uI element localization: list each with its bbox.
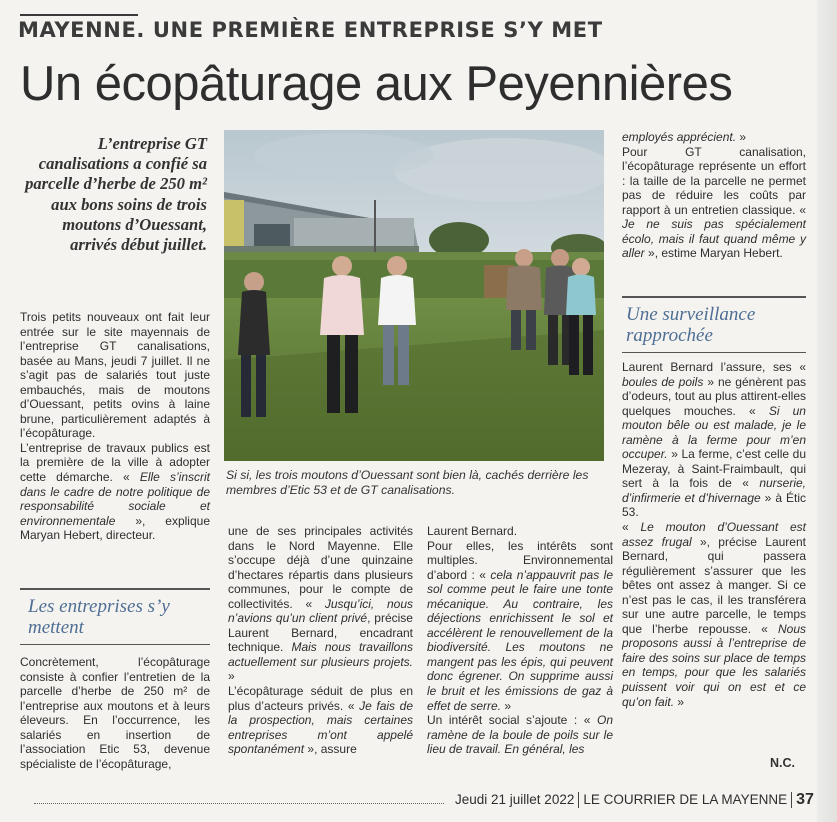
col3-paragraph-1: Laurent Bernard. [427,524,518,538]
photo-illustration [224,130,604,461]
s2-quote-5: Nous proposons aussi à l’entreprise de faire des soins sur place de temps en temps, pour que les salariés puissent voir qui on est et ce qu’on fait. [622,621,806,709]
col2-text-2: , précise Laurent Bernard, encadrant technique. [228,611,413,655]
col2-paragraph-2 [228,684,413,757]
col4-paragraph-1 [622,130,806,145]
col3-paragraph-3 [427,713,613,757]
article-kicker: MAYENNE. UNE PREMIÈRE ENTREPRISE S’Y MET [18,18,603,42]
col2-text-3: » [228,669,235,684]
col2-paragraph-1 [228,524,413,684]
col4-quote-1: employés apprécient. [622,130,737,144]
s2-text-7: » [674,694,685,709]
photo-caption: Si si, les trois moutons d’Ouessant sont bien là, cachés derrière les membres d’Etic 53 et de GT canalisations. [226,468,589,497]
intro-paragraph-1: Trois petits nouveaux ont fait leur entrée sur le site mayennais de l’entreprise GT canalisations, basée au Mans, jeudi 7 juillet. Il ne s’agit pas de salariés tout juste embauchés, mais de moutons d’Ouessant, petits ovins à laine brune, particulièrement adaptés à l’écopâturage. [20,310,210,441]
section-1-paragraph: Concrètement, l’écopâturage consiste à confier l’entretien de la parcelle d’herbe de 250 m² de l’entreprise aux moutons et à leurs éleveurs. En l’occurrence, les salariés en insertion de l’association Etic 53, devenue spécialiste de l’écopâturage, [20,655,210,771]
col2-quote-1: Jusqu’ici, nous n’avions qu’un client privé [228,596,414,626]
col3-text-2: Pour elles, les intérêts sont multiples. Environnemental d’abord : « [427,538,613,582]
column-2 [228,524,413,757]
section-1-column [20,655,210,771]
col3-text-4: Un intérêt social s’ajoute : « [427,713,597,728]
footer-separator-2 [791,792,792,808]
subhead-1-rule-top [20,588,210,590]
article-photo [224,130,604,461]
col2-text-5: », assure [304,742,357,757]
col2-text-4: L’écopâturage séduit de plus en plus d’acteurs privés. « [228,684,413,713]
subhead-1: Les entreprises s’y mettent [28,596,170,638]
col3-paragraph-2 [427,539,613,714]
subhead-1-rule-bottom [20,644,210,645]
col4-paragraph-2 [622,145,806,261]
s2-quote-1: boules de poils [622,374,704,389]
s2-text-6: », précise Laurent Bernard, qui passera régulièrement s’assurer que les bêtes ont assez à manger. Si ce n’est pas le cas, il les transférera sur une autre parcelle, le temps que l’herbe repousse. « [622,534,806,636]
intro-p2-text-c: », explique Maryan Hebert, directeur. [20,513,210,543]
col4-quote-2: Je ne suis pas spécialement écolo, mais il faut quand même y aller [622,217,806,261]
col2-quote-3: Je fais de la prospection, mais certaines entreprises m’ont appelé spontanément [228,698,413,757]
col4-text-1: » [736,130,747,144]
column-3 [427,524,613,757]
column-4-top [622,130,806,261]
section-2-paragraph-1 [622,360,806,520]
subhead-2-rule-top [622,296,806,298]
section-2-column [622,360,806,709]
col3-quote-2: On ramène de la boule de poils sur le lieu de travail. En général, les [427,713,613,757]
col3-text-3: » [501,698,512,713]
page-footer [455,791,814,809]
page-number: 37 [796,791,814,808]
s2-text-1: Laurent Bernard l’assure, ses « [622,360,806,374]
footer-publication: LE COURRIER DE LA MAYENNE [583,792,788,807]
s2-text-2: » ne génèrent pas d’odeurs, tout au plus attirent-elles quelques mouches. « [622,374,806,418]
footer-separator [578,792,579,808]
intro-paragraph-2 [20,441,210,543]
col4-text-2: Pour GT canalisation, l’écopâturage représente un effort : la taille de la parcelle ne permet pas de réduire les coûts par rapport à un entretien classique. « [622,144,806,217]
article-headline: Un écopâturage aux Peyennières [20,57,733,111]
col2-quote-2: Mais nous travaillons actuellement sur plusieurs projets. [228,640,413,669]
col3-quote-1: cela n’appauvrit pas le sol comme peut le faire une tonte mécanique. Au contraire, les déjections enrichissent le sol et accélèrent le renouvellement de la biodiversité. Les moutons ne mangent pas les épis, qui peuvent donc égrener. On supprime aussi le bruit et les émissions de gaz à effet de serre. [427,567,613,713]
page-edge-bleed [817,0,837,822]
s2-text-4: » à Étic 53. [622,490,806,520]
s2-quote-3: nurserie, d’infirmerie et d’hivernage [622,476,806,505]
s2-quote-4: Le mouton d’Ouessant est assez frugal [622,520,806,549]
kicker-rule [20,14,138,16]
article-lede: L’entreprise GT canalisations a confié sa parcelle d’herbe de 250 m² aux bons soins de trois moutons d’Ouessant, arrivés début juillet. [25,134,207,255]
s2-quote-2: Si un mouton bêle ou est malade, je le ramène à la ferme pour m’en occuper. [622,403,806,462]
intro-column [20,310,210,543]
s2-text-5: « [622,520,641,535]
footer-date: Jeudi 21 juillet 2022 [455,792,575,807]
footer-dotted-rule [34,803,444,804]
col4-text-3: », estime Maryan Hebert. [644,246,783,261]
col2-text-1: une de ses principales activités dans le Nord Mayenne. Elle s’occupe déjà d’une quinzaine d’hectares répartis dans plusieurs communes, pour le compte de collectivités. « [228,524,413,611]
section-2-paragraph-2 [622,520,806,709]
intro-p2-quote: Elle s’inscrit dans le cadre de notre politique de responsabilité sociale et environnementale [20,470,210,528]
s2-text-3: » La ferme, c’est celle du Mezeray, à Saint-Fraimbault, qui sert à la fois de « [622,447,806,491]
subhead-2-rule-bottom [622,352,806,353]
author-signature: N.C. [770,756,795,770]
subhead-2: Une surveillance rapprochée [626,304,756,346]
intro-p2-text-a: L’entreprise de travaux publics est la première de la ville à adopter cette démarche. « [20,440,210,485]
